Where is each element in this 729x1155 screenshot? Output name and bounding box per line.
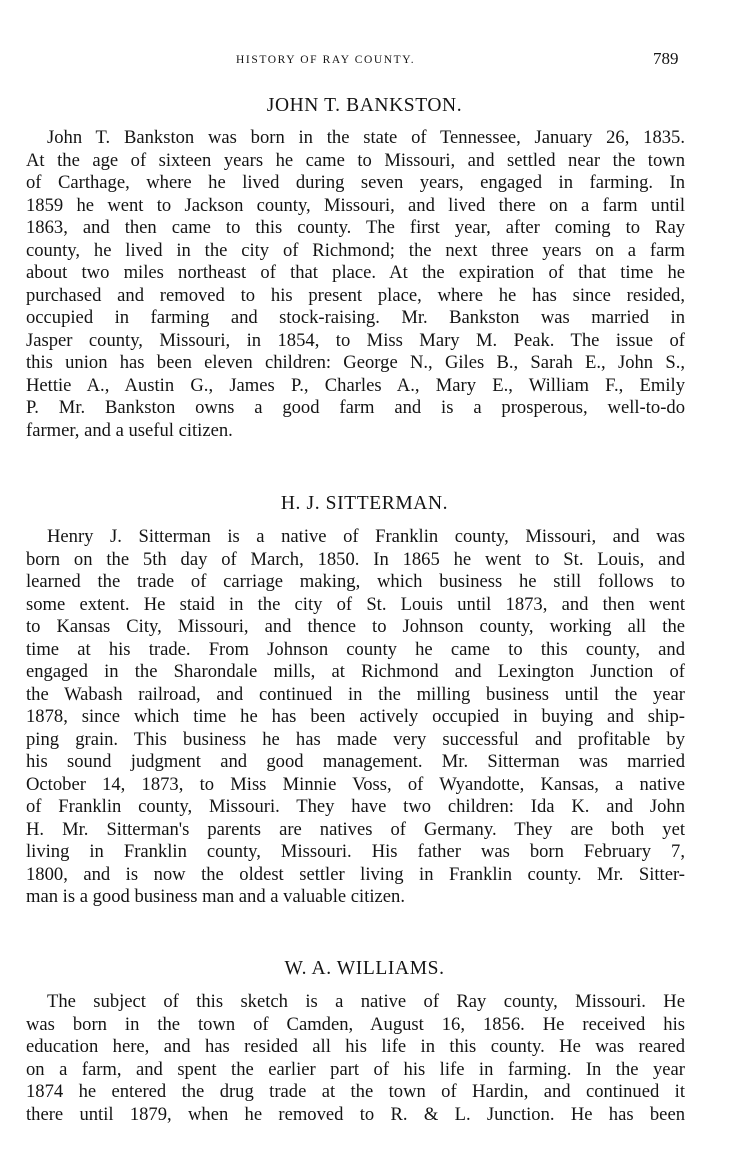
text-line: to Kansas City, Missouri, and thence to Johnson county, working all the [26,616,685,637]
running-title: HISTORY OF RAY COUNTY. [236,54,416,66]
section-heading: H. J. SITTERMAN. [280,493,449,514]
text-line: farmer, and a useful citizen. [26,420,233,441]
section-heading: JOHN T. BANKSTON. [266,95,463,116]
text-line: learned the trade of carriage making, which business he still follows to [26,571,685,592]
text-line: this union has been eleven children: George N., Giles B., Sarah E., John S., [26,352,685,373]
text-line: John T. Bankston was born in the state of Tennessee, January 26, 1835. [47,127,685,148]
text-line: of Carthage, where he lived during seven years, engaged in farming. In [26,172,685,193]
text-line: 1859 he went to Jackson county, Missouri, and lived there on a farm until [26,195,685,216]
text-line: county, he lived in the city of Richmond; the next three years on a farm [26,240,685,261]
text-line: on a farm, and spent the earlier part of his life in farming. In the year [26,1059,685,1080]
text-line: was born in the town of Camden, August 16, 1856. He received his [26,1014,685,1035]
text-line: education here, and has resided all his life in this county. He was reared [26,1036,685,1057]
text-line: 1878, since which time he has been actively occupied in buying and ship- [26,706,685,727]
text-line: 1874 he entered the drug trade at the town of Hardin, and continued it [26,1081,685,1102]
text-line: H. Mr. Sitterman's parents are natives of Germany. They are both yet [26,819,685,840]
text-line: some extent. He staid in the city of St. Louis until 1873, and then went [26,594,685,615]
text-line: living in Franklin county, Missouri. His father was born February 7, [26,841,685,862]
page-number: 789 [653,49,679,68]
text-line: ping grain. This business he has made very successful and profitable by [26,729,685,750]
text-line: Hettie A., Austin G., James P., Charles A., Mary E., William F., Emily [26,375,685,396]
text-line: The subject of this sketch is a native of Ray county, Missouri. He [47,991,685,1012]
text-line: Henry J. Sitterman is a native of Franklin county, Missouri, and was [47,526,685,547]
text-line: purchased and removed to his present place, where he has since resided, [26,285,685,306]
text-line: about two miles northeast of that place. At the expiration of that time he [26,262,685,283]
text-line: 1863, and then came to this county. The first year, after coming to Ray [26,217,685,238]
text-line: October 14, 1873, to Miss Minnie Voss, of Wyandotte, Kansas, a native [26,774,685,795]
text-line: his sound judgment and good management. Mr. Sitterman was married [26,751,685,772]
text-line: there until 1879, when he removed to R. & L. Junction. He has been [26,1104,685,1125]
text-line: of Franklin county, Missouri. They have two children: Ida K. and John [26,796,685,817]
text-line: Jasper county, Missouri, in 1854, to Miss Mary M. Peak. The issue of [26,330,685,351]
text-line: occupied in farming and stock-raising. Mr. Bankston was married in [26,307,685,328]
text-line: man is a good business man and a valuable citizen. [26,886,406,907]
text-line: born on the 5th day of March, 1850. In 1865 he went to St. Louis, and [26,549,685,570]
text-line: time at his trade. From Johnson county he came to this county, and [26,639,685,660]
text-line: the Wabash railroad, and continued in the milling business until the year [26,684,685,705]
text-line: At the age of sixteen years he came to Missouri, and settled near the town [26,150,685,171]
section-heading: W. A. WILLIAMS. [284,958,445,979]
text-line: P. Mr. Bankston owns a good farm and is a prosperous, well-to-do [26,397,685,418]
text-line: engaged in the Sharondale mills, at Richmond and Lexington Junction of [26,661,685,682]
text-line: 1800, and is now the oldest settler living in Franklin county. Mr. Sitter- [26,864,685,885]
